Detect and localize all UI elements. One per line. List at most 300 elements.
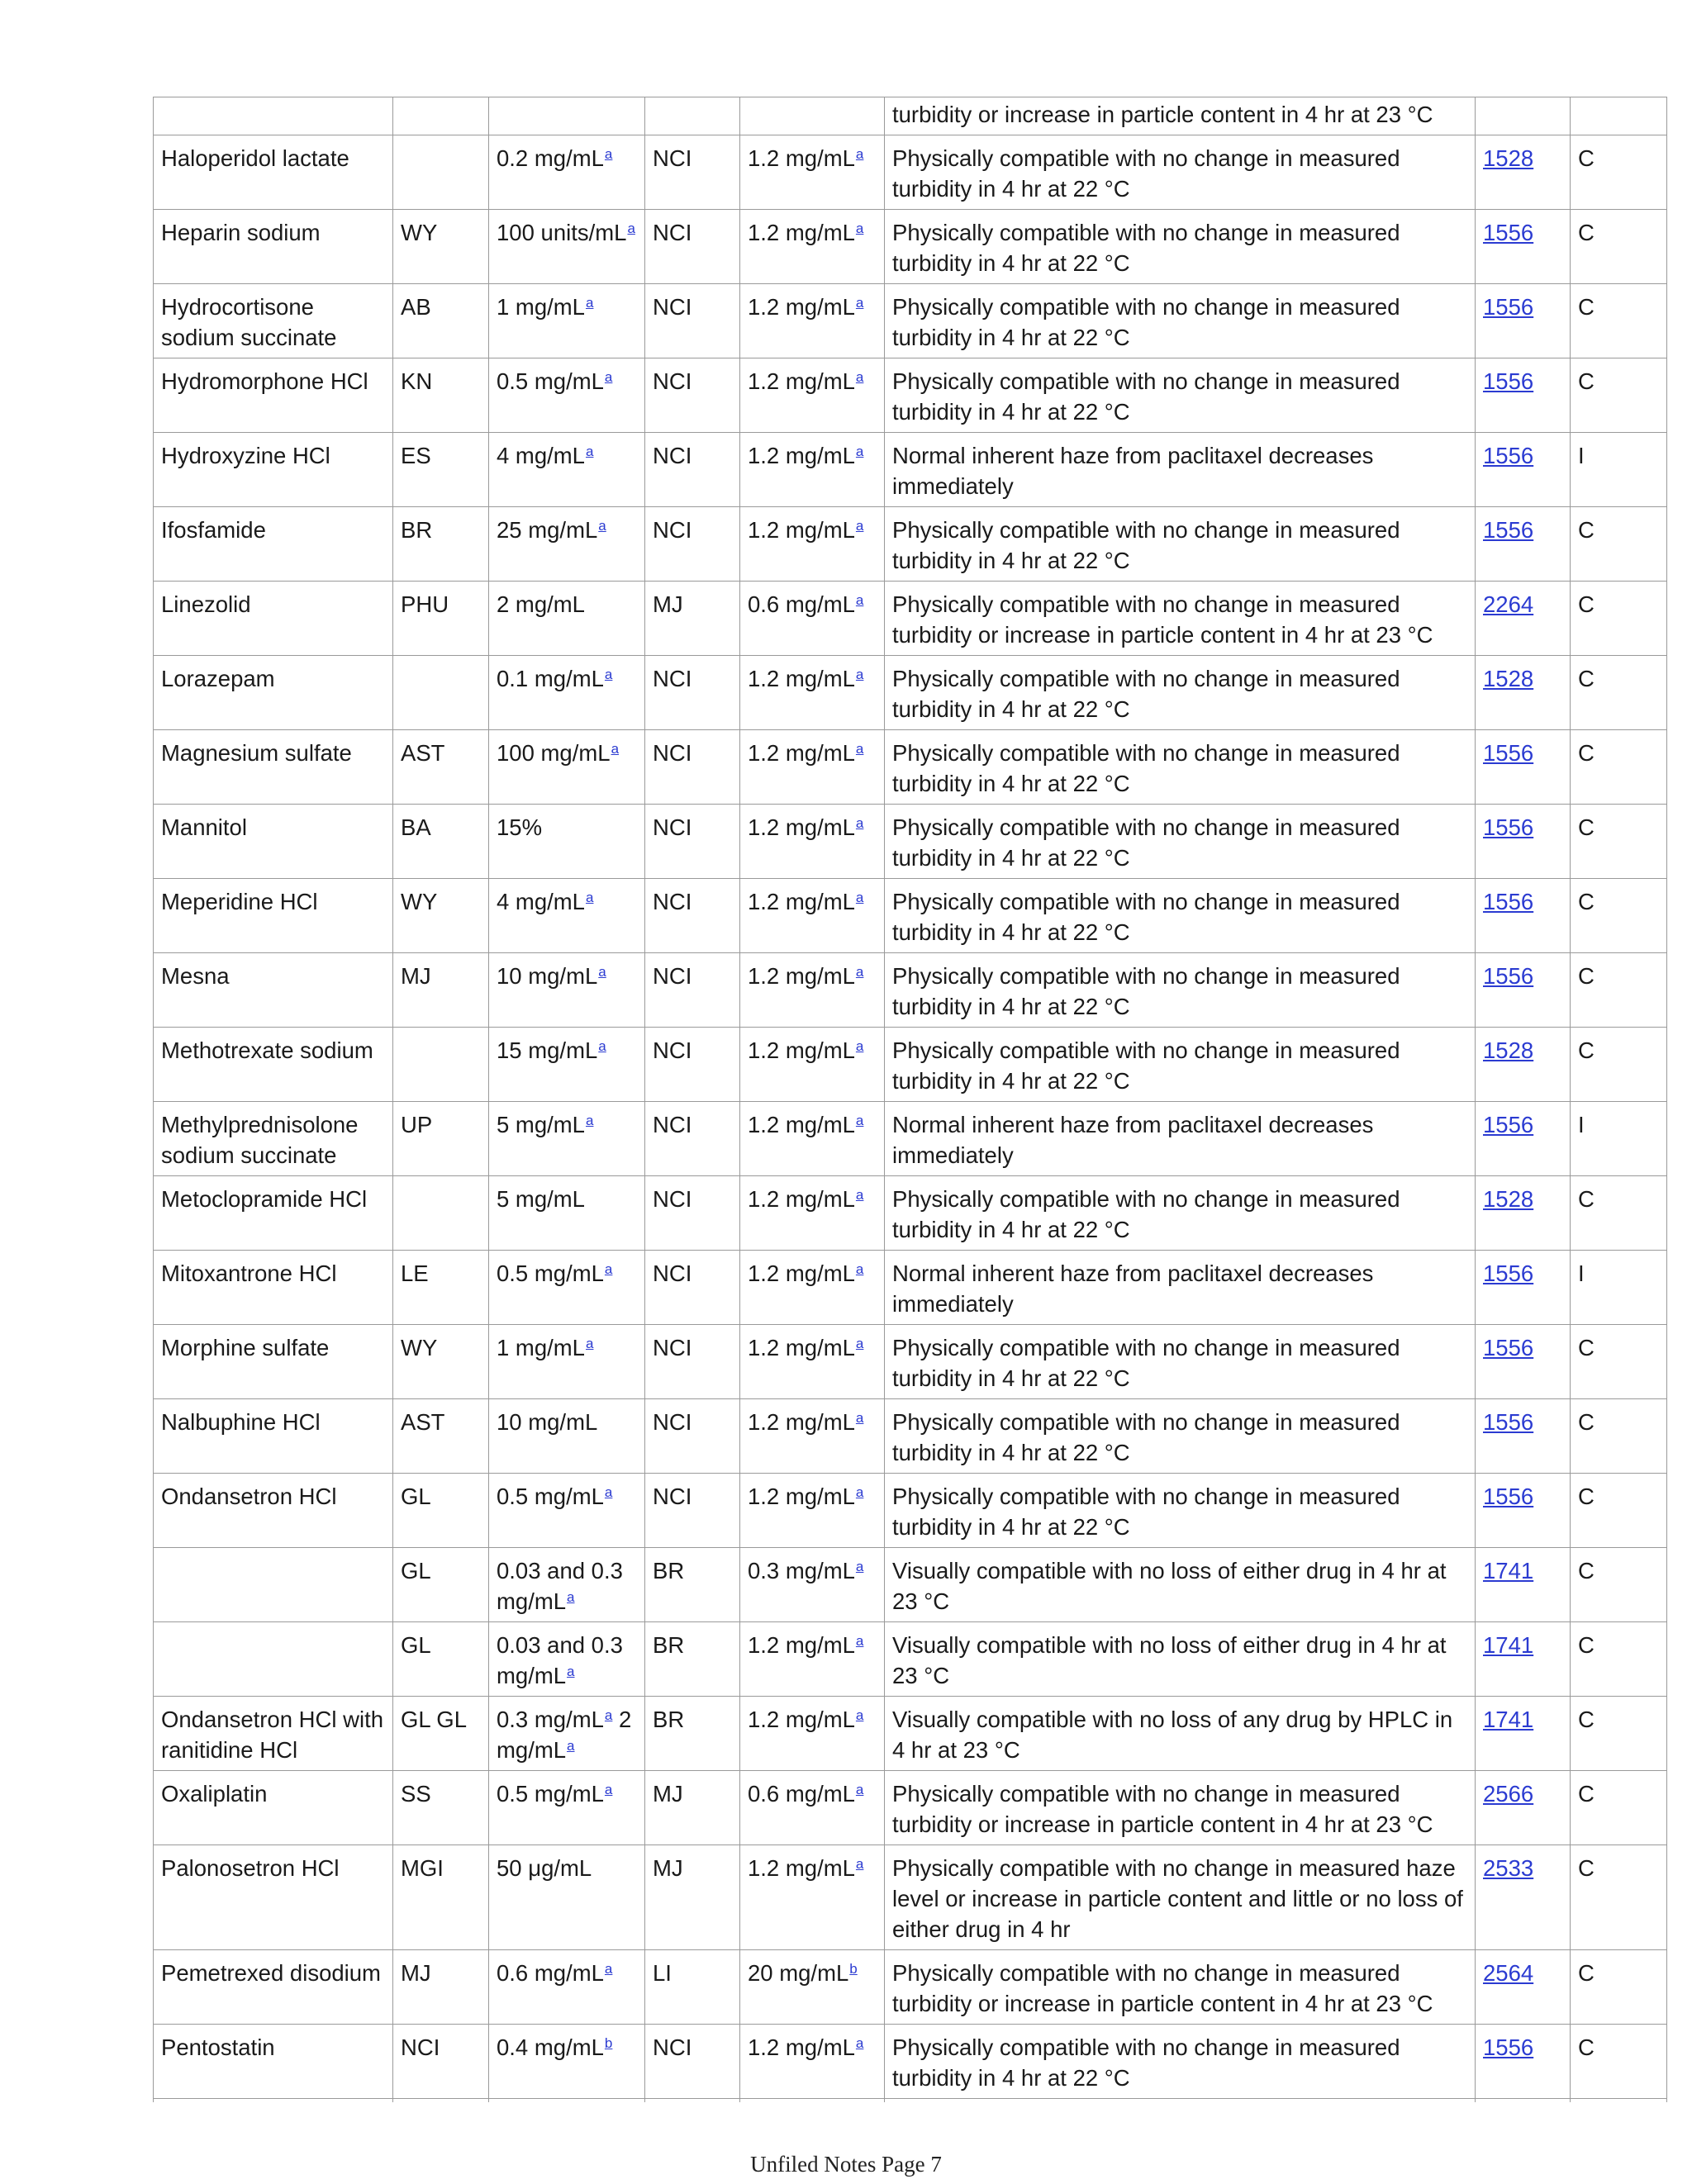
empty-cell [393,2099,489,2103]
paclitaxel-concentration-cell [740,1474,885,1548]
paclitaxel-manufacturer-code: BR [653,1707,685,1732]
remarks-cell [885,97,1476,135]
reference-link[interactable]: 1556 [1483,294,1534,320]
footnote-link[interactable]: a [604,667,613,682]
table-row-cutoff [154,2099,1667,2103]
table-row [154,953,1667,1028]
manufacturer-cell [393,1548,489,1622]
reference-cell [1476,1697,1571,1771]
concentration-value: 0.5 mg/mL [497,1781,604,1807]
paclitaxel-manufacturer-cell [645,358,740,433]
paclitaxel-concentration-value: 1.2 mg/mL [748,1037,855,1063]
concentration-value: 0.5 mg/mL [497,1484,604,1509]
footnote-link[interactable]: a [855,295,864,311]
paclitaxel-manufacturer-cell [645,433,740,507]
manufacturer-cell [393,97,489,135]
paclitaxel-manufacturer-cell [645,1845,740,1950]
footnote-link[interactable]: a [598,964,606,980]
table-row [154,879,1667,953]
remarks-cell [885,1176,1476,1251]
concentration-value: 0.03 and 0.3 mg/mL [497,1632,630,1688]
remarks-cell [885,953,1476,1028]
drug-name: Hydroxyzine HCl [161,443,330,468]
footnote-link[interactable]: a [855,667,864,682]
reference-cell [1476,1845,1571,1950]
reference-link[interactable]: 1528 [1483,145,1534,171]
paclitaxel-manufacturer-code: NCI [653,814,692,840]
drug-name: Methylprednisolone sodium succinate [161,1112,365,1168]
table-row [154,1548,1667,1622]
manufacturer-cell [393,805,489,879]
reference-link[interactable]: 1556 [1483,740,1534,766]
footnote-link[interactable]: a [855,1261,864,1277]
reference-link[interactable]: 1556 [1483,443,1534,468]
drug-name: Oxaliplatin [161,1781,268,1807]
footnote-link[interactable]: b [604,2035,613,2051]
footnote-link[interactable]: a [855,518,864,534]
concentration-value: 10 mg/mL [497,963,598,989]
empty-cell [740,2099,885,2103]
paclitaxel-manufacturer-cell [645,1771,740,1845]
paclitaxel-manufacturer-code: LI [653,1960,672,1986]
concentration-cell [489,1325,645,1399]
paclitaxel-concentration-cell [740,1771,885,1845]
paclitaxel-concentration-cell [740,1102,885,1176]
manufacturer-code: GL [401,1484,431,1509]
concentration-cell [489,2025,645,2099]
paclitaxel-manufacturer-code: NCI [653,517,692,543]
footnote-link[interactable]: a [855,1336,864,1351]
remarks-cell [885,507,1476,582]
remarks-cell [885,879,1476,953]
reference-link[interactable]: 1556 [1483,2034,1534,2060]
compatibility-status: I [1578,1112,1585,1137]
footnote-link[interactable]: a [585,1113,594,1128]
concentration-value: 2 mg/mL [497,591,585,617]
remarks-cell [885,1028,1476,1102]
manufacturer-code: WY [401,889,438,914]
empty-cell [489,2099,645,2103]
compatibility-status: C [1578,1632,1595,1658]
reference-link[interactable]: 1556 [1483,814,1534,840]
concentration-cell [489,879,645,953]
drug-name: Nalbuphine HCl [161,1409,321,1435]
compatibility-cell [1571,1771,1667,1845]
compatibility-cell [1571,1176,1667,1251]
compatibility-status: C [1578,517,1595,543]
empty-cell [1476,2099,1571,2103]
manufacturer-code: WY [401,1335,438,1360]
table-row [154,1028,1667,1102]
concentration-cell [489,1771,645,1845]
footnote-link[interactable]: b [849,1961,858,1977]
footnote-link[interactable]: a [567,1738,575,1754]
table-row [154,210,1667,284]
reference-link[interactable]: 2533 [1483,1855,1534,1881]
manufacturer-code: GL GL [401,1707,467,1732]
remarks-cell [885,1102,1476,1176]
remarks-text: Physically compatible with no change in measured turbidity in 4 hr at 22 °C [892,1037,1407,1094]
concentration-cell [489,97,645,135]
footnote-link[interactable]: a [855,1633,864,1649]
table-row [154,433,1667,507]
remarks-cell [885,433,1476,507]
paclitaxel-manufacturer-code: NCI [653,889,692,914]
footnote-link[interactable]: a [855,1038,864,1054]
concentration-value: 0.03 and 0.3 mg/mL [497,1558,630,1614]
reference-link[interactable]: 1528 [1483,666,1534,691]
paclitaxel-concentration-cell [740,1176,885,1251]
drug-cell [154,1102,393,1176]
reference-link[interactable]: 1528 [1483,1186,1534,1212]
compatibility-status: C [1578,814,1595,840]
footnote-link[interactable]: a [855,1782,864,1797]
paclitaxel-manufacturer-cell [645,507,740,582]
reference-link[interactable]: 1741 [1483,1707,1534,1732]
footnote-link[interactable]: a [567,1664,575,1679]
compatibility-cell [1571,1950,1667,2025]
paclitaxel-concentration-cell [740,1028,885,1102]
paclitaxel-concentration-cell [740,210,885,284]
reference-cell [1476,805,1571,879]
manufacturer-code: BA [401,814,431,840]
drug-cell [154,1622,393,1697]
drug-cell [154,358,393,433]
drug-cell [154,433,393,507]
footnote-link[interactable]: a [855,1856,864,1872]
paclitaxel-manufacturer-code: NCI [653,1409,692,1435]
paclitaxel-manufacturer-cell [645,1622,740,1697]
concentration-value: 25 mg/mL [497,517,598,543]
drug-cell [154,1771,393,1845]
reference-cell [1476,879,1571,953]
table-row [154,135,1667,210]
concentration-cell [489,135,645,210]
reference-link[interactable]: 1556 [1483,963,1534,989]
drug-name: Lorazepam [161,666,275,691]
drug-name: Pemetrexed disodium [161,1960,381,1986]
footnote-link[interactable]: a [585,1336,594,1351]
footnote-link[interactable]: a [585,444,594,459]
footnote-link[interactable]: a [855,1187,864,1203]
concentration-cell [489,656,645,730]
concentration-cell [489,1399,645,1474]
concentration-cell [489,582,645,656]
footnote-link[interactable]: a [604,1261,613,1277]
drug-cell [154,1474,393,1548]
reference-link[interactable]: 2264 [1483,591,1534,617]
paclitaxel-manufacturer-code: MJ [653,1781,683,1807]
remarks-cell [885,135,1476,210]
reference-link[interactable]: 1556 [1483,220,1534,245]
footnote-link[interactable]: a [855,964,864,980]
concentration-cell [489,1622,645,1697]
reference-link[interactable]: 1556 [1483,1409,1534,1435]
reference-cell [1476,582,1571,656]
remarks-text: Physically compatible with no change in measured turbidity or increase in particle content in 4 hr at 23 °C [892,591,1433,648]
footnote-link[interactable]: a [567,1589,575,1605]
compatibility-cell [1571,210,1667,284]
reference-link[interactable]: 1556 [1483,1335,1534,1360]
compatibility-cell [1571,2025,1667,2099]
reference-cell [1476,1950,1571,2025]
paclitaxel-concentration-value: 1.2 mg/mL [748,1707,855,1732]
drug-cell [154,582,393,656]
footnote-link[interactable]: a [855,221,864,236]
drug-cell [154,1845,393,1950]
drug-cell [154,1950,393,2025]
concentration-value: 5 mg/mL [497,1186,585,1212]
compatibility-status: C [1578,1558,1595,1583]
footnote-link[interactable]: a [855,369,864,385]
table-row [154,730,1667,805]
reference-link[interactable]: 1556 [1483,889,1534,914]
reference-cell [1476,2025,1571,2099]
footnote-link[interactable]: a [604,1961,613,1977]
paclitaxel-manufacturer-cell [645,97,740,135]
concentration-value: 0.3 mg/mL [497,1707,604,1732]
compatibility-cell [1571,1399,1667,1474]
remarks-cell [885,1950,1476,2025]
paclitaxel-concentration-value: 1.2 mg/mL [748,517,855,543]
remarks-cell [885,805,1476,879]
manufacturer-cell [393,1102,489,1176]
manufacturer-code: PHU [401,591,449,617]
paclitaxel-concentration-cell [740,1622,885,1697]
manufacturer-cell [393,507,489,582]
drug-cell [154,507,393,582]
paclitaxel-manufacturer-cell [645,1399,740,1474]
reference-cell [1476,358,1571,433]
footnote-link[interactable]: a [855,815,864,831]
compatibility-status: C [1578,368,1595,394]
compatibility-cell [1571,1325,1667,1399]
paclitaxel-manufacturer-code: NCI [653,1112,692,1137]
remarks-cell [885,2025,1476,2099]
footnote-link[interactable]: a [598,518,606,534]
paclitaxel-concentration-value: 1.2 mg/mL [748,1335,855,1360]
drug-cell [154,730,393,805]
paclitaxel-manufacturer-code: NCI [653,1186,692,1212]
drug-cell [154,1399,393,1474]
footnote-link[interactable]: a [585,890,594,905]
remarks-cell [885,1325,1476,1399]
remarks-text: Normal inherent haze from paclitaxel decreases immediately [892,443,1381,499]
footnote-link[interactable]: a [855,2035,864,2051]
reference-link[interactable]: 1556 [1483,1484,1534,1509]
paclitaxel-concentration-value: 1.2 mg/mL [748,2034,855,2060]
footnote-link[interactable]: a [855,444,864,459]
footnote-link[interactable]: a [855,1707,864,1723]
footnote-link[interactable]: a [855,146,864,162]
footnote-link[interactable]: a [604,369,613,385]
drug-name: Pentostatin [161,2034,275,2060]
manufacturer-code: MJ [401,1960,431,1986]
footnote-link[interactable]: a [604,1707,613,1723]
footnote-link[interactable]: a [855,741,864,757]
remarks-text: Physically compatible with no change in measured turbidity in 4 hr at 22 °C [892,145,1407,202]
footnote-link[interactable]: a [855,1559,864,1574]
paclitaxel-concentration-cell [740,1399,885,1474]
remarks-text: Visually compatible with no loss of either drug in 4 hr at 23 °C [892,1558,1453,1614]
remarks-text: Physically compatible with no change in measured turbidity in 4 hr at 22 °C [892,1484,1407,1540]
drug-name: Metoclopramide HCl [161,1186,368,1212]
paclitaxel-concentration-value: 1.2 mg/mL [748,740,855,766]
drug-cell [154,1325,393,1399]
paclitaxel-manufacturer-code: NCI [653,294,692,320]
paclitaxel-concentration-value: 1.2 mg/mL [748,368,855,394]
paclitaxel-manufacturer-cell [645,1548,740,1622]
paclitaxel-manufacturer-code: NCI [653,145,692,171]
compatibility-status: C [1578,1186,1595,1212]
reference-link[interactable]: 1556 [1483,1112,1534,1137]
table-row [154,1845,1667,1950]
paclitaxel-concentration-value: 0.3 mg/mL [748,1558,855,1583]
manufacturer-cell [393,433,489,507]
drug-name: Ifosfamide [161,517,266,543]
footnote-link[interactable]: a [611,741,620,757]
reference-link[interactable]: 1556 [1483,517,1534,543]
reference-link[interactable]: 1556 [1483,1261,1534,1286]
concentration-cell [489,433,645,507]
reference-cell [1476,1474,1571,1548]
paclitaxel-concentration-value: 0.6 mg/mL [748,1781,855,1807]
table-row [154,656,1667,730]
drug-cell [154,879,393,953]
paclitaxel-concentration-cell [740,284,885,358]
drug-cell [154,284,393,358]
concentration-value: 10 mg/mL [497,1409,598,1435]
compatibility-cell [1571,805,1667,879]
manufacturer-code: BR [401,517,433,543]
footnote-link[interactable]: a [585,295,594,311]
reference-link[interactable]: 1741 [1483,1632,1534,1658]
paclitaxel-concentration-cell [740,433,885,507]
paclitaxel-concentration-value: 1.2 mg/mL [748,443,855,468]
remarks-text: Physically compatible with no change in measured turbidity in 4 hr at 22 °C [892,889,1407,945]
manufacturer-cell [393,1028,489,1102]
footnote-link[interactable]: a [855,890,864,905]
concentration-value: 1 mg/mL [497,294,585,320]
concentration-value: 0.2 mg/mL [497,145,604,171]
drug-cell [154,97,393,135]
footnote-link[interactable]: a [855,592,864,608]
remarks-cell [885,1845,1476,1950]
manufacturer-code: NCI [401,2034,440,2060]
footnote-link[interactable]: a [604,1484,613,1500]
compatibility-status: C [1578,740,1595,766]
paclitaxel-manufacturer-code: NCI [653,1261,692,1286]
manufacturer-cell [393,2025,489,2099]
compatibility-status: C [1578,963,1595,989]
drug-name: Mesna [161,963,230,989]
reference-link[interactable]: 1528 [1483,1037,1534,1063]
paclitaxel-manufacturer-cell [645,805,740,879]
paclitaxel-concentration-cell [740,656,885,730]
paclitaxel-concentration-value: 1.2 mg/mL [748,814,855,840]
footnote-link[interactable]: a [604,1782,613,1797]
manufacturer-cell [393,1622,489,1697]
remarks-text: Visually compatible with no loss of any drug by HPLC in 4 hr at 23 °C [892,1707,1459,1763]
paclitaxel-concentration-value: 1.2 mg/mL [748,220,855,245]
footnote-link[interactable]: a [855,1484,864,1500]
paclitaxel-concentration-value: 1.2 mg/mL [748,1261,855,1286]
table-row [154,1399,1667,1474]
drug-cell [154,953,393,1028]
paclitaxel-concentration-cell [740,1697,885,1771]
table-row-continuation [154,97,1667,135]
manufacturer-code: MGI [401,1855,444,1881]
manufacturer-code: ES [401,443,431,468]
compatibility-cell [1571,879,1667,953]
reference-cell [1476,1622,1571,1697]
drug-cell [154,1176,393,1251]
remarks-text: Physically compatible with no change in measured turbidity in 4 hr at 22 °C [892,2034,1407,2091]
remarks-text: Physically compatible with no change in measured turbidity in 4 hr at 22 °C [892,368,1407,425]
reference-cell [1476,1548,1571,1622]
reference-cell [1476,1325,1571,1399]
paclitaxel-manufacturer-cell [645,1251,740,1325]
table-row [154,507,1667,582]
reference-link[interactable]: 2566 [1483,1781,1534,1807]
manufacturer-cell [393,1399,489,1474]
footnote-link[interactable]: a [604,146,613,162]
paclitaxel-manufacturer-code: NCI [653,740,692,766]
compatibility-cell [1571,1697,1667,1771]
remarks-cell [885,730,1476,805]
compatibility-cell [1571,1622,1667,1697]
drug-name: Palonosetron HCl [161,1855,340,1881]
drug-name: Meperidine HCl [161,889,318,914]
remarks-text: Physically compatible with no change in measured turbidity in 4 hr at 22 °C [892,814,1407,871]
compatibility-cell [1571,284,1667,358]
manufacturer-cell [393,1845,489,1950]
compatibility-cell [1571,656,1667,730]
reference-link[interactable]: 2564 [1483,1960,1534,1986]
footnote-link[interactable]: a [855,1113,864,1128]
compatibility-status: C [1578,294,1595,320]
remarks-text: Physically compatible with no change in measured haze level or increase in particle content and little or no loss of either drug in 4 hr [892,1855,1470,1942]
drug-name: Hydromorphone HCl [161,368,368,394]
concentration-value: 0.6 mg/mL [497,1960,604,1986]
footnote-link[interactable]: a [627,221,635,236]
paclitaxel-manufacturer-cell [645,656,740,730]
drug-name: Mannitol [161,814,247,840]
remarks-text: Physically compatible with no change in measured turbidity or increase in particle content in 4 hr at 23 °C [892,1781,1433,1837]
empty-cell [645,2099,740,2103]
concentration-cell [489,730,645,805]
drug-name: Mitoxantrone HCl [161,1261,337,1286]
compatibility-status: C [1578,1484,1595,1509]
drug-name: Ondansetron HCl with ranitidine HCl [161,1707,390,1763]
remarks-text: Physically compatible with no change in measured turbidity in 4 hr at 22 °C [892,220,1407,276]
concentration-value: 15 mg/mL [497,1037,598,1063]
paclitaxel-manufacturer-cell [645,1028,740,1102]
reference-link[interactable]: 1741 [1483,1558,1534,1583]
manufacturer-cell [393,879,489,953]
concentration-cell [489,358,645,433]
manufacturer-code: AB [401,294,431,320]
compatibility-status: C [1578,1037,1595,1063]
remarks-cell [885,656,1476,730]
drug-name: Methotrexate sodium [161,1037,373,1063]
reference-link[interactable]: 1556 [1483,368,1534,394]
footnote-link[interactable]: a [598,1038,606,1054]
footnote-link[interactable]: a [855,1410,864,1426]
drug-cell [154,1028,393,1102]
drug-cell [154,1548,393,1622]
paclitaxel-manufacturer-cell [645,135,740,210]
